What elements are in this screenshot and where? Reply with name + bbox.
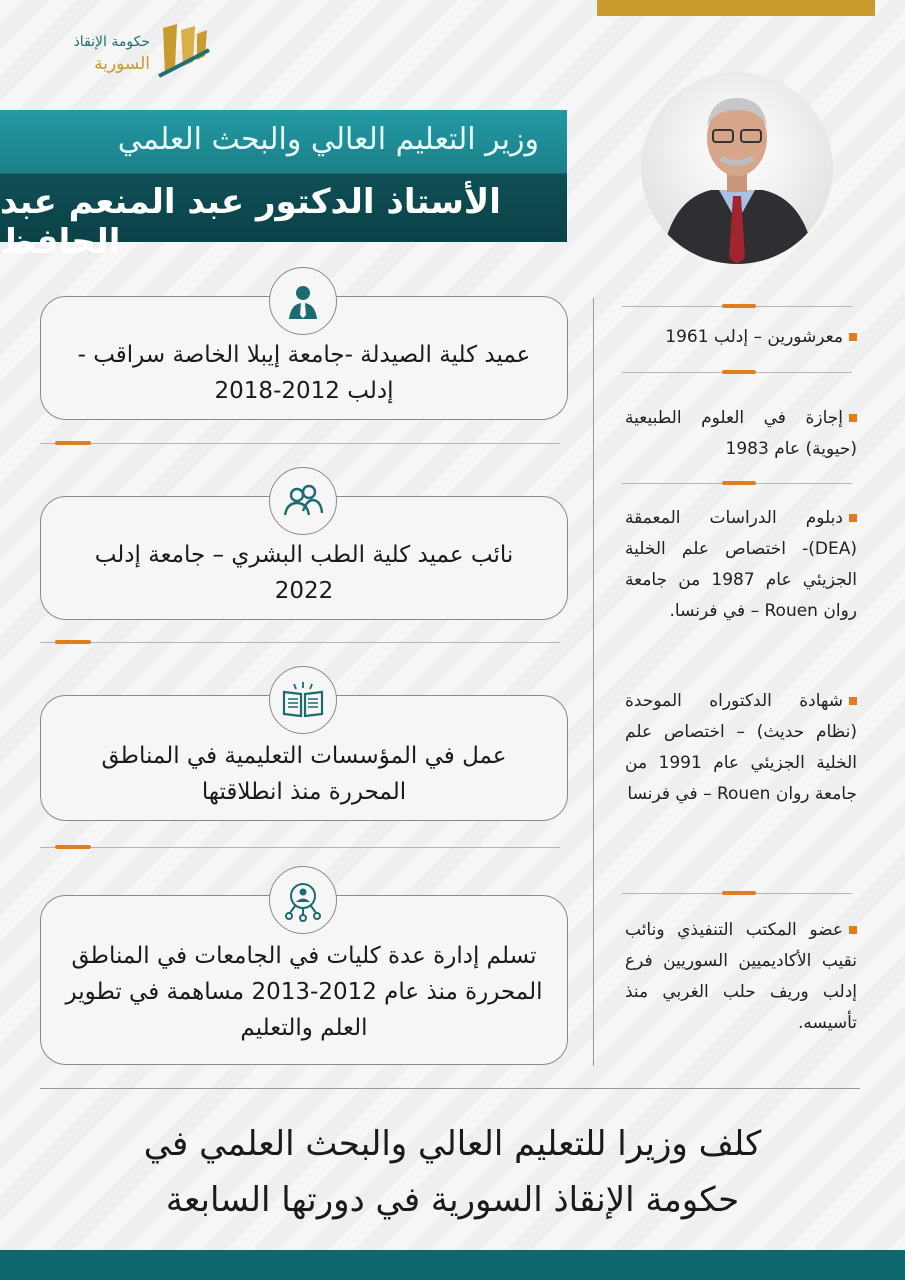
logo-line-2: السورية [94,54,150,74]
bio-dash-top [722,304,756,308]
open-book-icon [269,666,337,734]
separator-3 [40,847,560,848]
government-logo [30,14,210,84]
bio-item-2-text: إجازة في العلوم الطبيعية (حيوية) عام 1983 [625,408,857,459]
bio-dash-1 [722,370,756,374]
orange-dash-2 [55,640,91,644]
bullet-square-icon [849,926,857,934]
bio-dash-2 [722,481,756,485]
column-divider [593,298,594,1066]
bottom-separator [40,1088,860,1089]
top-gold-bar [597,0,875,16]
career-card-2-text: نائب عميد كلية الطب البشري – جامعة إدلب 2022 [94,542,514,604]
bullet-square-icon [849,333,857,341]
separator-2 [40,642,560,643]
bio-item-5-text: عضو المكتب التنفيذي ونائب نقيب الأكاديميين السوريين فرع إدلب وريف حلب الغربي منذ تأسيسه. [625,920,857,1033]
group-users-icon [269,467,337,535]
orange-dash-3 [55,845,91,849]
minister-name: الأستاذ الدكتور عبد المنعم عبد الحافظ [0,182,501,262]
network-people-icon [269,866,337,934]
logo-emblem-icon [155,20,210,82]
bio-item-1-text: معرشورين – إدلب 1961 [665,327,843,347]
bio-dash-3 [722,891,756,895]
career-card-3-text: عمل في المؤسسات التعليمية في المناطق المحررة منذ انطلاقتها [101,743,507,805]
footer-teal-bar [0,1250,905,1280]
minister-role: وزير التعليم العالي والبحث العلمي [117,122,539,157]
minister-portrait [641,72,833,264]
bullet-square-icon [849,414,857,422]
title-banner [0,110,567,262]
bullet-square-icon [849,697,857,705]
bio-item-4-text: شهادة الدكتوراه الموحدة (نظام حديث) – اختصاص علم الخلية الجزيئي عام 1991 من جامعة روان Rouen – في فرنسا [625,691,857,804]
career-card-4-text: تسلم إدارة عدة كليات في الجامعات في المناطق المحررة منذ عام 2012-2013 مساهمة في تطوير العلم والتعليم [65,943,543,1041]
logo-line-1: حكومة الإنقاذ [73,34,150,50]
person-tie-icon [269,267,337,335]
separator-1 [40,443,560,444]
bio-item-5 [625,915,857,1039]
appointment-statement [30,1116,875,1228]
orange-dash-1 [55,441,91,445]
bio-item-3 [625,503,857,627]
bio-item-1 [625,322,857,353]
appointment-line-1: كلف وزيرا للتعليم العالي والبحث العلمي في [143,1124,762,1164]
bullet-square-icon [849,514,857,522]
bio-item-4 [625,686,857,810]
bio-item-2 [625,403,857,465]
career-card-1-text: عميد كلية الصيدلة -جامعة إيبلا الخاصة سراقب - إدلب 2012-2018 [77,342,531,404]
appointment-line-2: حكومة الإنقاذ السورية في دورتها السابعة [165,1180,740,1220]
portrait-icon [641,72,833,264]
bio-item-3-text: دبلوم الدراسات المعمقة (DEA)- اختصاص علم الخلية الجزيئي عام 1987 من جامعة روان Rouen – في فرنسا. [625,508,857,621]
